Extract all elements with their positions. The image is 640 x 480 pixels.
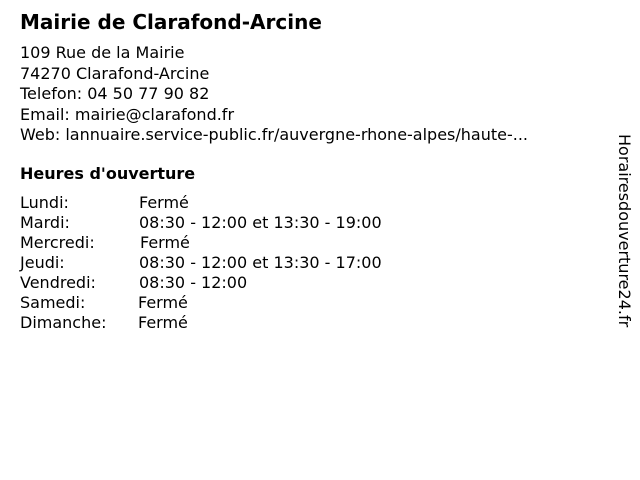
postal-city: 74270 Clarafond-Arcine <box>20 63 210 83</box>
day-hours: Fermé <box>138 293 188 312</box>
day-label: Mercredi: <box>20 233 95 252</box>
day-hours: Fermé <box>139 193 189 212</box>
phone-number: Telefon: 04 50 77 90 82 <box>20 84 210 103</box>
day-hours: Fermé <box>138 313 188 332</box>
opening-hours-heading: Heures d'ouverture <box>20 164 196 183</box>
address-block <box>20 43 528 146</box>
watermark-text: Horairesdouverture24.fr <box>615 134 634 328</box>
day-label: Mardi: <box>20 213 70 232</box>
site-watermark <box>612 134 636 374</box>
day-label: Dimanche: <box>20 313 107 332</box>
day-hours: Fermé <box>140 233 190 252</box>
day-hours: 08:30 - 12:00 <box>139 273 248 292</box>
street-address: 109 Rue de la Mairie <box>20 43 185 62</box>
day-label: Samedi: <box>20 293 86 312</box>
day-label: Jeudi: <box>20 253 65 272</box>
page-title: Mairie de Clarafond-Arcine <box>20 10 322 34</box>
day-hours: 08:30 - 12:00 et 13:30 - 17:00 <box>139 253 382 272</box>
day-label: Vendredi: <box>20 273 96 292</box>
website-link: Web: lannuaire.service-public.fr/auvergne-rhone-alpes/haute-... <box>20 125 529 144</box>
email-address: Email: mairie@clarafond.fr <box>20 104 235 124</box>
day-label: Lundi: <box>20 193 69 212</box>
day-hours: 08:30 - 12:00 et 13:30 - 19:00 <box>139 213 382 232</box>
